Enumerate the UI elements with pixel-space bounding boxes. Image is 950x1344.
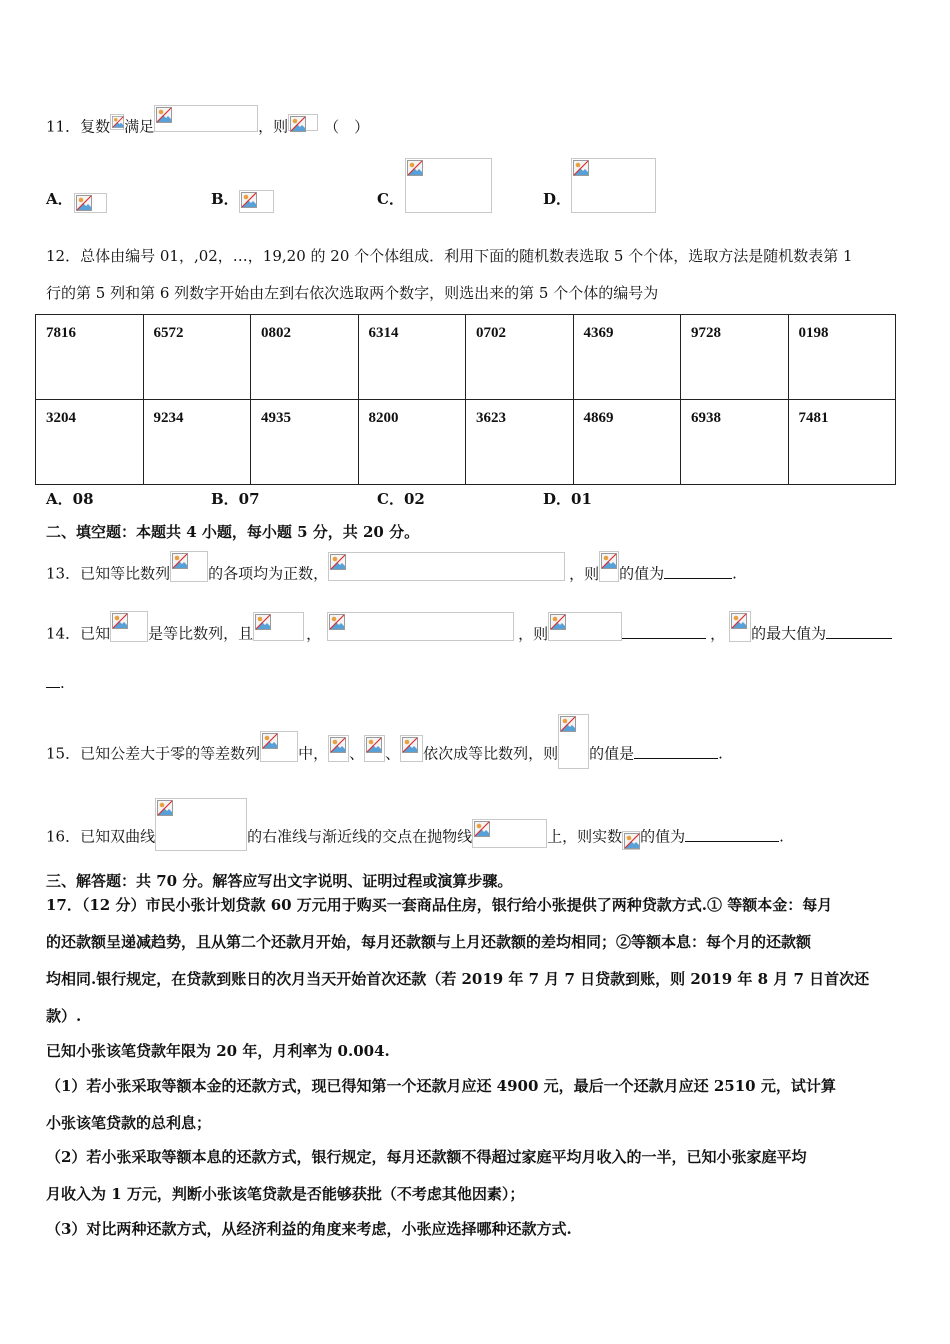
answer-blank[interactable] <box>664 578 732 579</box>
q14-stem-continued: . <box>46 673 65 693</box>
table-row <box>36 315 896 400</box>
formula-image-icon <box>328 552 565 581</box>
q12-stem-line1: 12．总体由编号 01，,02，…，19,20 的 20 个个体组成．利用下面的随机数表选取 5 个个体，选取方法是随机数表第 1 <box>46 247 853 265</box>
q17-line: 月收入为 1 万元，判断小张该笔贷款是否能够获批（不考虑其他因素）； <box>46 1185 525 1203</box>
table-cell: 4369 <box>573 315 681 400</box>
formula-image-icon <box>405 158 492 213</box>
formula-image-icon <box>74 193 107 213</box>
q11-option-a: A． <box>46 190 73 208</box>
q12-option-d: D．01 <box>543 490 592 508</box>
formula-image-icon <box>472 819 547 848</box>
table-cell: 3623 <box>466 400 574 485</box>
q12-option-a: A．08 <box>46 490 94 508</box>
formula-image-icon <box>110 114 124 130</box>
formula-image-icon <box>548 612 622 641</box>
q11-option-d: D． <box>543 190 572 208</box>
q17-line: 小张该笔贷款的总利息； <box>46 1114 212 1132</box>
formula-image-icon <box>622 831 640 850</box>
answer-blank[interactable] <box>685 841 779 842</box>
q12-option-b: B．07 <box>211 490 260 508</box>
formula-image-icon <box>154 105 258 132</box>
table-row <box>36 400 896 485</box>
formula-image-icon <box>364 735 385 762</box>
q17-line: （3）对比两种还款方式，从经济利益的角度来考虑，小张应选择哪种还款方式. <box>46 1220 572 1238</box>
q17-line: 的还款额呈递减趋势，且从第二个还款月开始，每月还款额与上月还款额的差均相同；②等额本息：每个月的还款额 <box>46 933 812 951</box>
formula-image-icon <box>327 612 514 641</box>
q11-stem: 11．复数 满足 ，则 （ ） <box>46 114 369 141</box>
q17-line: （2）若小张采取等额本息的还款方式，银行规定，每月还款额不得超过家庭平均月收入的一半，已知小张家庭平均 <box>46 1148 807 1166</box>
table-cell: 0802 <box>251 315 359 400</box>
q17-line: 17．（12 分）市民小张计划贷款 60 万元用于购买一套商品住房，银行给小张提供了两种贷款方式.① 等额本金：每月 <box>46 896 833 914</box>
answer-blank[interactable] <box>634 758 718 759</box>
formula-image-icon <box>110 611 148 642</box>
table-cell: 4935 <box>251 400 359 485</box>
formula-image-icon <box>558 714 589 769</box>
q11-option-c: C． <box>377 190 404 208</box>
table-cell: 6314 <box>358 315 466 400</box>
formula-image-icon <box>328 735 349 762</box>
formula-image-icon <box>599 551 619 582</box>
section-heading-solve: 三、解答题：共 70 分。解答应写出文字说明、证明过程或演算步骤。 <box>46 872 513 890</box>
answer-blank[interactable] <box>622 638 706 639</box>
section-heading-fill-in: 二、填空题：本题共 4 小题，每小题 5 分，共 20 分。 <box>46 523 420 541</box>
table-cell: 9728 <box>681 315 789 400</box>
table-cell: 7816 <box>36 315 144 400</box>
formula-image-icon <box>288 114 318 131</box>
q15-stem: 15．已知公差大于零的等差数列 中， 、 、 依次成等比数列，则 的值是 . <box>46 727 723 782</box>
table-cell: 7481 <box>788 400 896 485</box>
answer-blank[interactable] <box>46 687 60 688</box>
formula-image-icon <box>253 612 304 641</box>
formula-image-icon <box>155 798 247 851</box>
formula-image-icon <box>170 551 208 582</box>
table-cell: 8200 <box>358 400 466 485</box>
q14-stem: 14．已知 是等比数列，且 ， ，则 ， 的最大值为 <box>46 619 892 650</box>
q12-stem-line2: 行的第 5 列和第 6 列数字开始由左到右依次选取两个数字，则选出来的第 5 个个体的编号为 <box>46 284 659 302</box>
q16-stem: 16．已知双曲线 的右准线与渐近线的交点在抛物线 上，则实数 的值为 . <box>46 811 784 864</box>
table-cell: 0702 <box>466 315 574 400</box>
q12-option-c: C．02 <box>377 490 425 508</box>
q13-stem: 13．已知等比数列 的各项均为正数， ，则 的值为 . <box>46 559 737 590</box>
table-cell: 3204 <box>36 400 144 485</box>
formula-image-icon <box>239 190 274 213</box>
random-number-table <box>35 314 896 485</box>
q11-option-b: B． <box>211 190 239 208</box>
table-cell: 6938 <box>681 400 789 485</box>
formula-image-icon <box>260 731 298 762</box>
q17-line: 已知小张该笔贷款年限为 20 年，月利率为 0.004. <box>46 1042 390 1060</box>
table-cell: 6572 <box>143 315 251 400</box>
table-cell: 0198 <box>788 315 896 400</box>
answer-blank[interactable] <box>826 638 892 639</box>
q17-line: （1）若小张采取等额本金的还款方式，现已得知第一个还款月应还 4900 元，最后一个还款月应还 2510 元，试计算 <box>46 1077 836 1095</box>
formula-image-icon <box>400 735 423 762</box>
q17-line: 款）. <box>46 1007 82 1025</box>
formula-image-icon <box>571 158 656 213</box>
formula-image-icon <box>729 611 751 642</box>
table-cell: 9234 <box>143 400 251 485</box>
q17-line: 均相同.银行规定，在贷款到账日的次月当天开始首次还款（若 2019 年 7 月 7 日贷款到账，则 2019 年 8 月 7 日首次还 <box>46 970 870 988</box>
table-cell: 4869 <box>573 400 681 485</box>
